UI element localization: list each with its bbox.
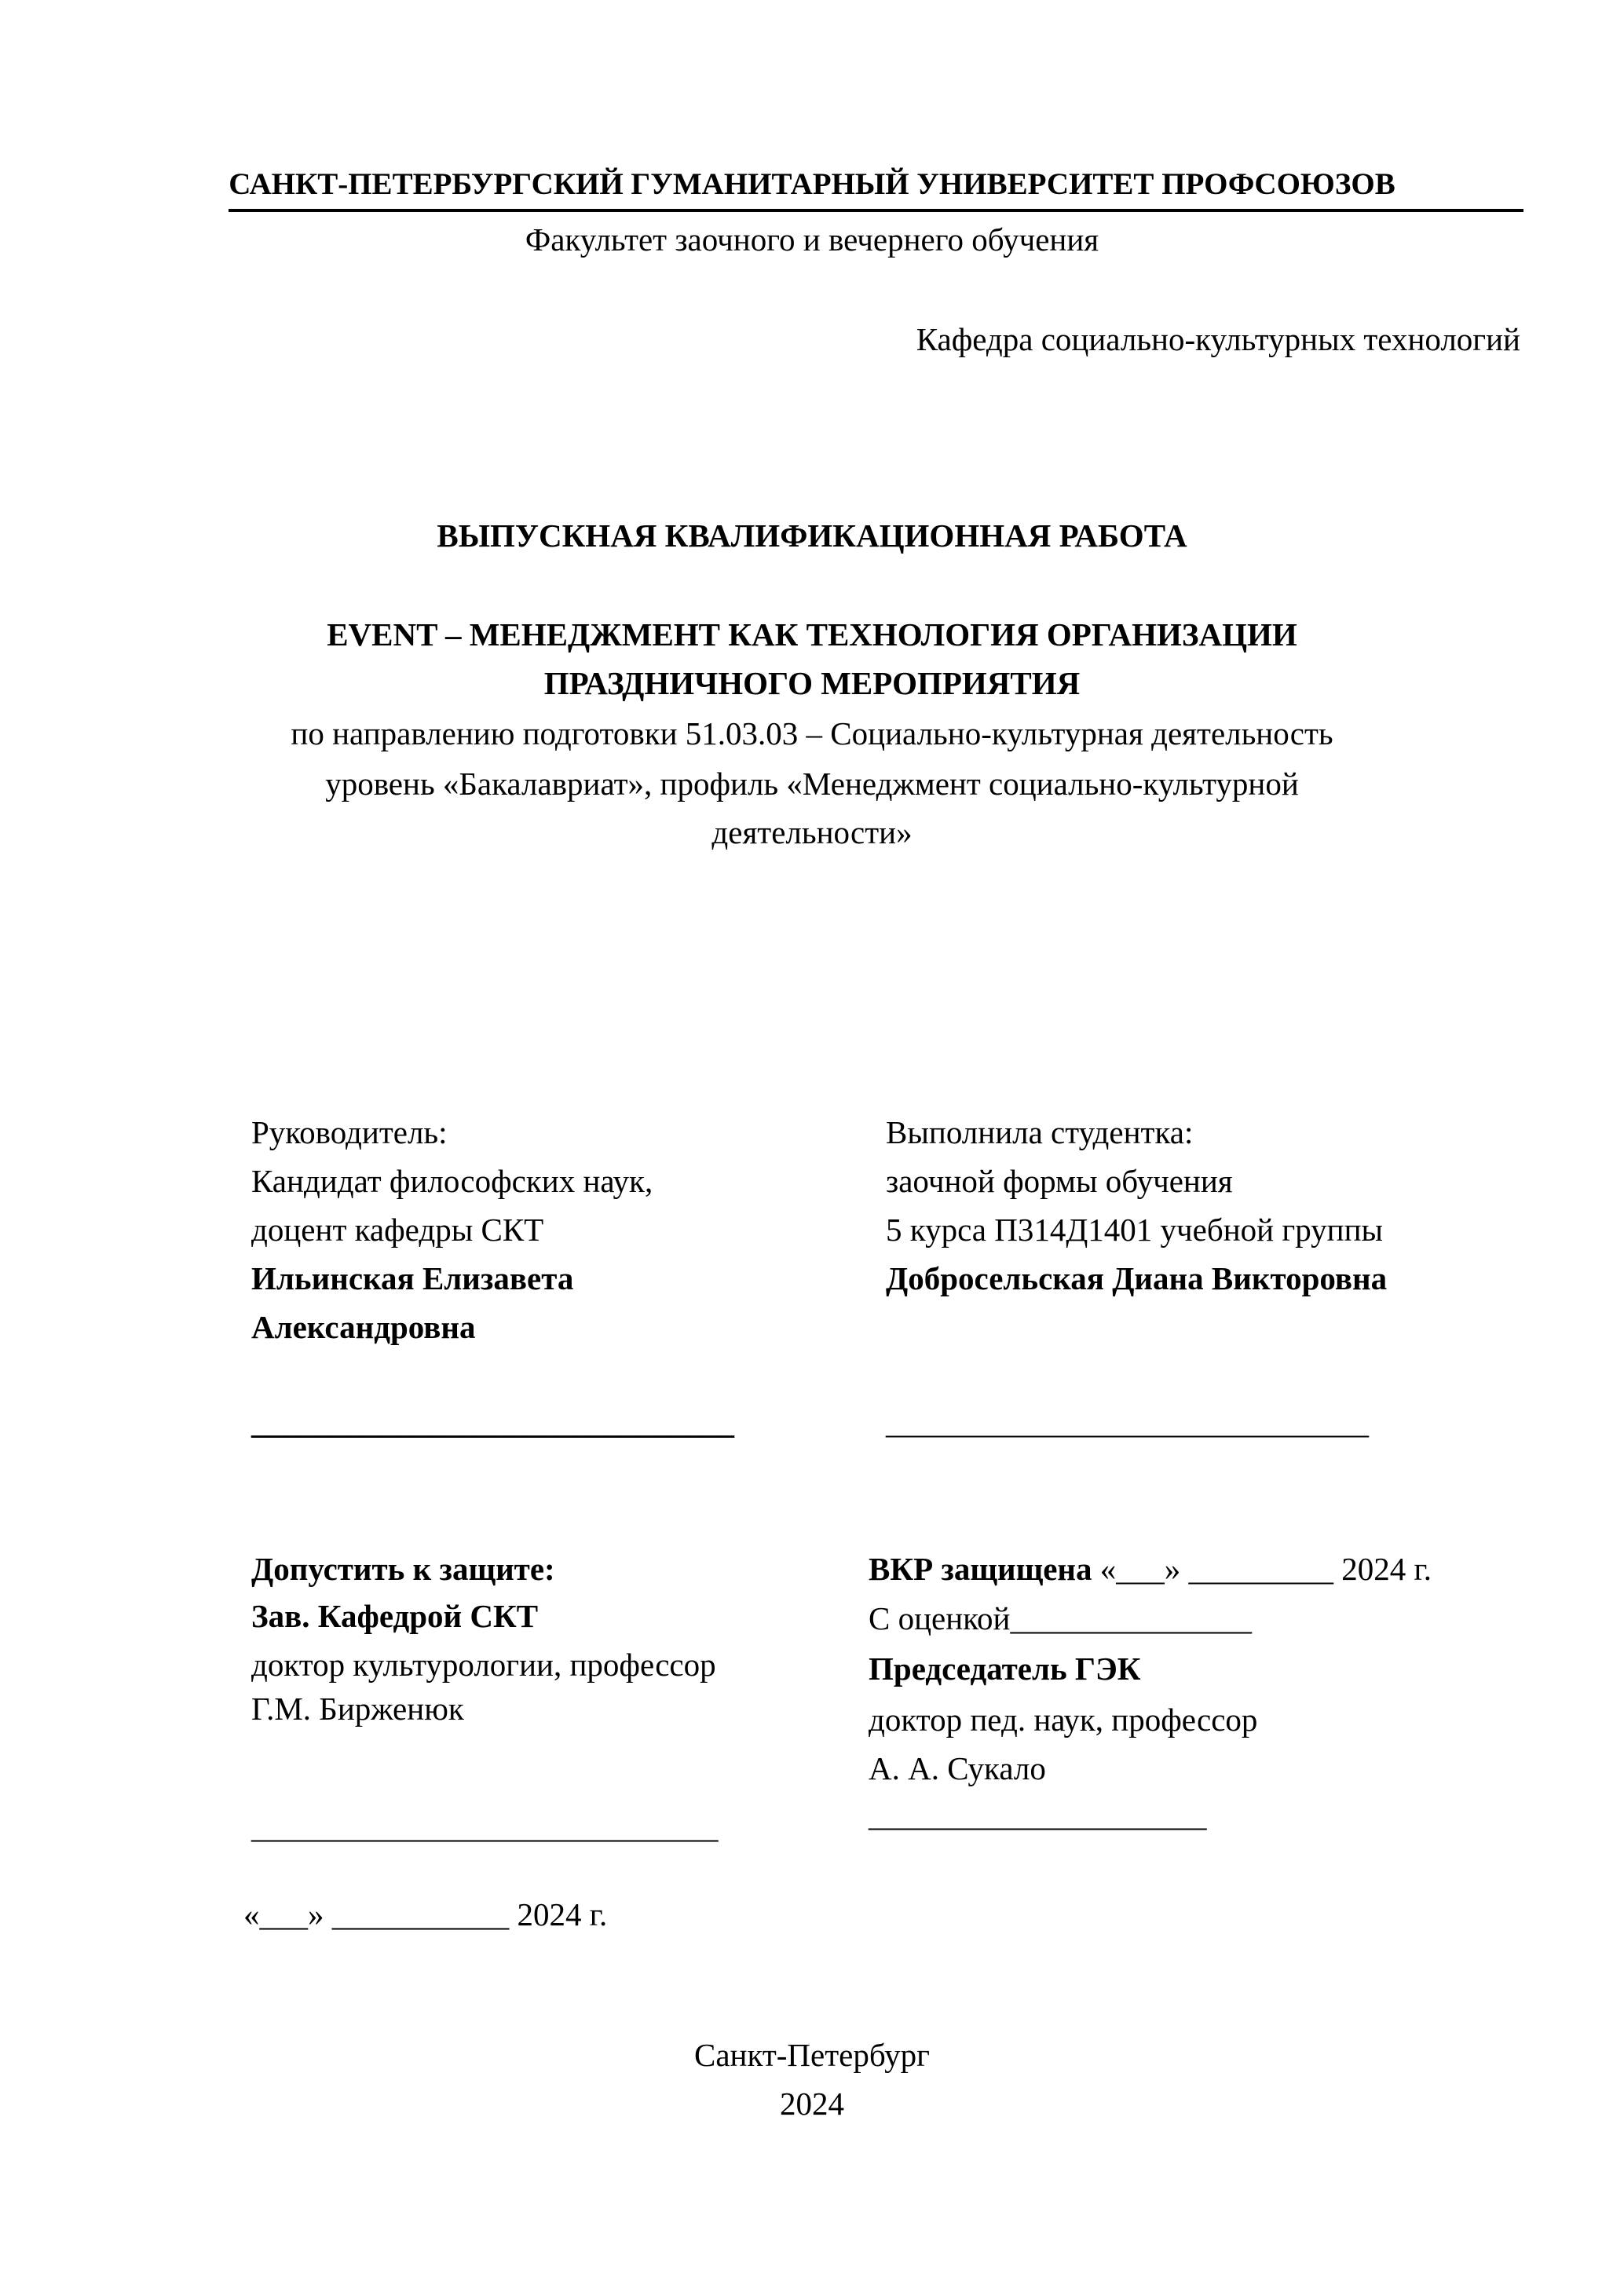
header-rule: [229, 209, 1523, 212]
direction-line-1: по направлению подготовки 51.03.03 – Социально-культурная деятельность: [291, 715, 1333, 751]
grade-field: С оценкой_______________: [869, 1600, 1252, 1636]
head-degree: доктор культурологии, профессор: [251, 1647, 716, 1683]
supervisor-name: Ильинская Елизавета: [251, 1260, 574, 1296]
topic-line-2: ПРАЗДНИЧНОГО МЕРОПРИЯТИЯ: [543, 665, 1081, 701]
student-label: Выполнила студентка:: [886, 1114, 1194, 1150]
supervisor-degree: Кандидат философских наук,: [251, 1163, 653, 1199]
defended-date: «___» _________ 2024 г.: [1099, 1551, 1432, 1587]
university-name: САНКТ-ПЕТЕРБУРГСКИЙ ГУМАНИТАРНЫЙ УНИВЕРСИТЕТ ПРОФСОЮЗОВ: [229, 167, 1395, 201]
chair-name: А. А. Сукало: [869, 1750, 1046, 1786]
student-signature-line: ______________________________: [886, 1404, 1369, 1440]
admission-date: «___» ___________ 2024 г.: [243, 1896, 608, 1932]
topic-line-1: EVENT – МЕНЕДЖМЕНТ КАК ТЕХНОЛОГИЯ ОРГАНИЗАЦИИ: [327, 616, 1297, 653]
admission-label: Допустить к защите:: [251, 1551, 555, 1587]
student-form: заочной формы обучения: [886, 1163, 1233, 1199]
head-of-department: Зав. Кафедрой СКТ: [251, 1598, 539, 1634]
head-signature-line: _____________________________: [251, 1808, 719, 1844]
student-name: Добросельская Диана Викторовна: [886, 1260, 1388, 1296]
direction-line-2: уровень «Бакалавриат», профиль «Менеджмент социально-культурной: [325, 766, 1299, 802]
defended-label: ВКР защищена: [869, 1551, 1092, 1587]
direction-line-3: деятельности»: [711, 814, 913, 850]
head-name: Г.М. Бирженюк: [251, 1691, 464, 1727]
supervisor-position: доцент кафедры СКТ: [251, 1212, 544, 1248]
chair-signature-line: _____________________: [869, 1797, 1207, 1833]
student-group: 5 курса П314Д1401 учебной группы: [886, 1212, 1384, 1248]
faculty-name: Факультет заочного и вечернего обучения: [525, 221, 1099, 258]
chair-degree: доктор пед. наук, профессор: [869, 1702, 1258, 1738]
supervisor-label: Руководитель:: [251, 1114, 448, 1150]
city: Санкт-Петербург: [694, 2037, 930, 2073]
supervisor-signature-line: ______________________________: [251, 1404, 734, 1440]
work-type: ВЫПУСКНАЯ КВАЛИФИКАЦИОННАЯ РАБОТА: [437, 517, 1187, 554]
supervisor-name-cont: Александровна: [251, 1309, 476, 1345]
year: 2024: [780, 2086, 844, 2122]
chair-label: Председатель ГЭК: [869, 1651, 1141, 1687]
department-name: Кафедра социально-культурных технологий: [916, 321, 1520, 357]
